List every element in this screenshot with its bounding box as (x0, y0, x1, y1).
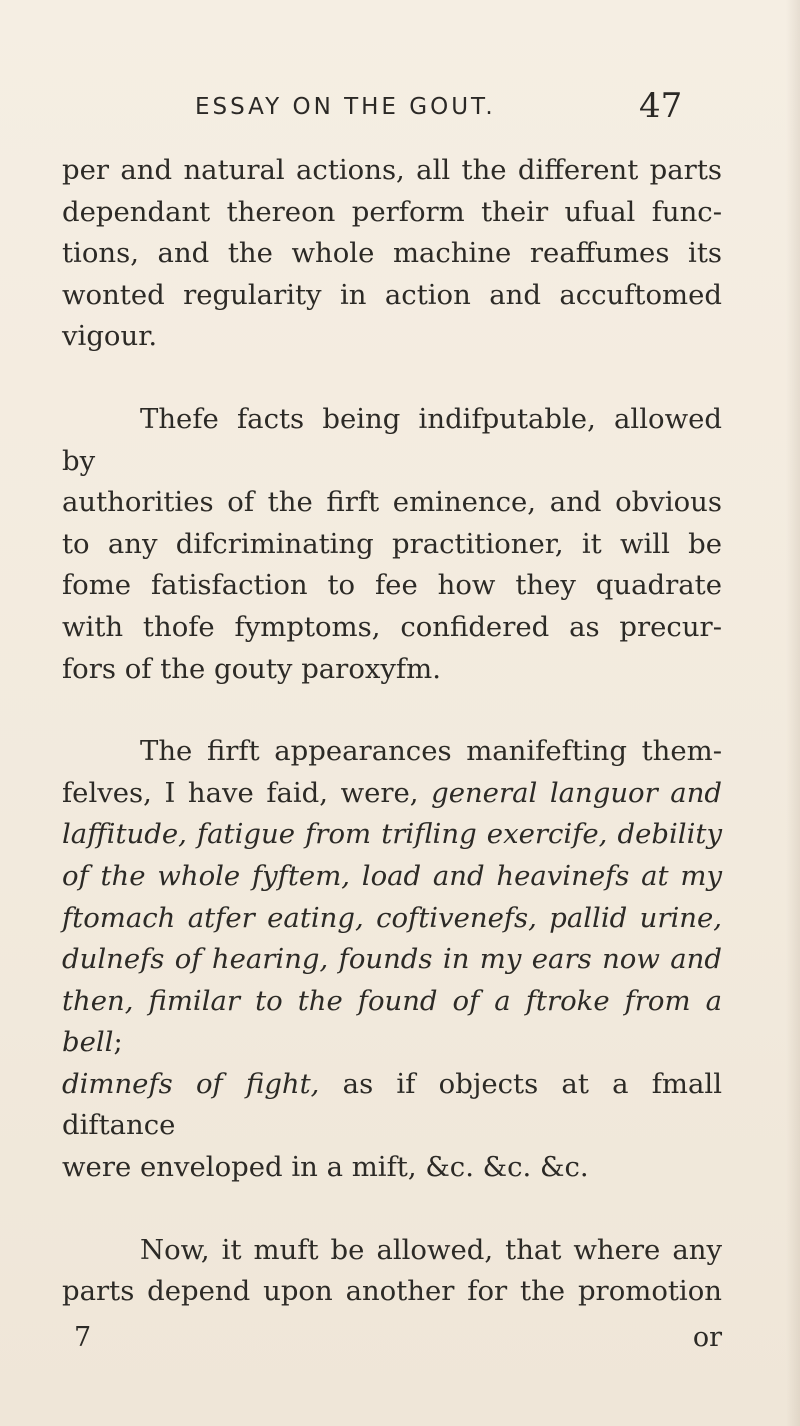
italic-text: dulnefs of hearing, founds in my ears now and (62, 943, 722, 976)
paragraph-3 (62, 731, 722, 1189)
paragraph-gap (62, 690, 722, 731)
text-line: vigour. (62, 320, 158, 353)
paragraph-2 (62, 399, 722, 690)
text-line: parts depend upon another for the promotion (62, 1275, 722, 1308)
line-text: Now, it muft be allowed, that where any (140, 1233, 722, 1266)
text-line (62, 814, 722, 856)
italic-text: ftomach atfer eating, coftivenefs, pallid urine, (62, 901, 722, 934)
italic-text: general languor and (431, 776, 723, 809)
text-line: with thofe fymptoms, confidered as precur- (62, 610, 722, 643)
text-line (62, 399, 722, 482)
line-text: felves, I have faid, were, (62, 776, 432, 809)
line-text: The firft appearances manifefting them- (140, 735, 722, 768)
line-text: ; (113, 1026, 123, 1059)
page-edge-shadow (786, 0, 800, 1426)
text-line (62, 731, 722, 773)
italic-text: then, fimilar to the found of a ftroke from a bell (62, 984, 722, 1059)
running-title: ESSAY ON THE GOUT. (195, 94, 496, 120)
catchword: or (692, 1322, 722, 1353)
body-text (62, 150, 722, 1313)
text-line (62, 981, 722, 1064)
signature-mark: 7 (74, 1322, 92, 1353)
paragraph-gap (62, 1189, 722, 1230)
text-line: per and natural actions, all the different parts (62, 154, 722, 186)
text-line: fors of the gouty paroxyfm. (62, 652, 441, 685)
line-text: as if objects at a fmall diftance (62, 1067, 722, 1142)
text-line: to any difcriminating practitioner, it will be (62, 527, 722, 560)
text-line: fome fatisfaction to fee how they quadrate (62, 569, 722, 602)
text-line (62, 898, 722, 940)
text-line (62, 1064, 722, 1147)
text-line: authorities of the firft eminence, and obvious (62, 486, 722, 519)
italic-text: laffitude, fatigue from trifling exercife, debility (62, 818, 722, 851)
text-line (62, 773, 722, 815)
text-line: were enveloped in a mift, &c. &c. &c. (62, 1151, 589, 1184)
text-line (62, 1230, 722, 1272)
page-footer (62, 1322, 722, 1366)
text-line: tions, and the whole machine reaffumes its (62, 237, 722, 270)
text-line (62, 939, 722, 981)
italic-text: of the whole fyftem, load and heavinefs at my (62, 859, 722, 892)
text-line: wonted regularity in action and accuftomed (62, 278, 722, 311)
running-head (195, 86, 683, 126)
text-line (62, 856, 722, 898)
text-line: dependant thereon perform their ufual func- (62, 195, 722, 228)
italic-text: dimnefs of fight, (62, 1067, 320, 1100)
line-text: Thefe facts being indifputable, allowed by (62, 402, 722, 477)
paragraph-4 (62, 1230, 722, 1313)
page-number: 47 (639, 86, 683, 126)
paragraph-gap (62, 358, 722, 399)
paragraph-1 (62, 150, 722, 358)
